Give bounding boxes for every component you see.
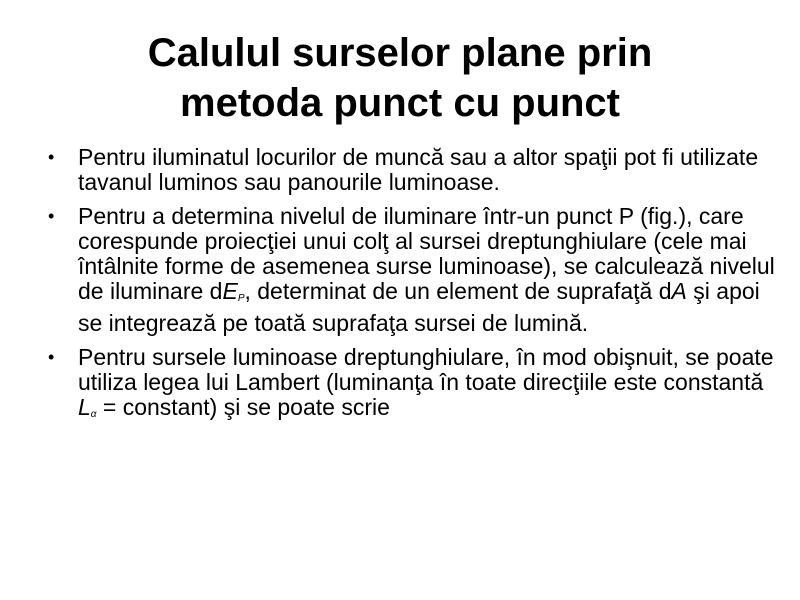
bullet-item-3 (48, 345, 788, 427)
slide-title (0, 28, 800, 128)
bullet-text-part: determinat de un element de suprafaţă d (257, 278, 672, 304)
bullet-text-part: , (244, 278, 251, 304)
bullet-list (48, 145, 788, 436)
bullet-text-part: Pentru sursele luminoase dreptunghiulare, în mod obişnuit, se poate utiliza legea lui Lambert (luminanţa în toate direcţiile este constantă (78, 344, 774, 395)
bullet-item-1 (48, 145, 788, 195)
bullet-text-part: scrie (341, 394, 390, 420)
bullet-text-part: şi apoi se integrează pe toată suprafaţa sursei de lumină. (78, 278, 760, 336)
variable-e: E (222, 278, 238, 304)
bullet-icon: • (48, 147, 55, 167)
variable-a: A (671, 278, 687, 304)
bullet-text-part: = constant) şi se poate (96, 394, 335, 420)
title-line-2: metoda punct cu punct (180, 81, 620, 125)
subscript-alpha: α (90, 409, 97, 420)
bullet-icon: • (48, 206, 55, 226)
bullet-icon: • (48, 347, 55, 367)
subscript-p: P (237, 293, 245, 304)
title-line-1: Calulul surselor plane prin (147, 31, 653, 75)
bullet-item-2 (48, 204, 788, 336)
bullet-text-part: Pentru a determina nivelul de iluminare într-un punct P (fig.), care corespunde proiecţiei unui colţ al sursei dreptunghiulare (cele mai întâlnite forme de asemenea surse luminoase), se calculează nivelul de iluminare d (78, 203, 775, 304)
bullet-text: Pentru iluminatul locurilor de muncă sau a altor spaţii pot fi utilizate tavanul luminos sau panourile luminoase. (78, 144, 759, 195)
variable-l: L (78, 394, 91, 420)
